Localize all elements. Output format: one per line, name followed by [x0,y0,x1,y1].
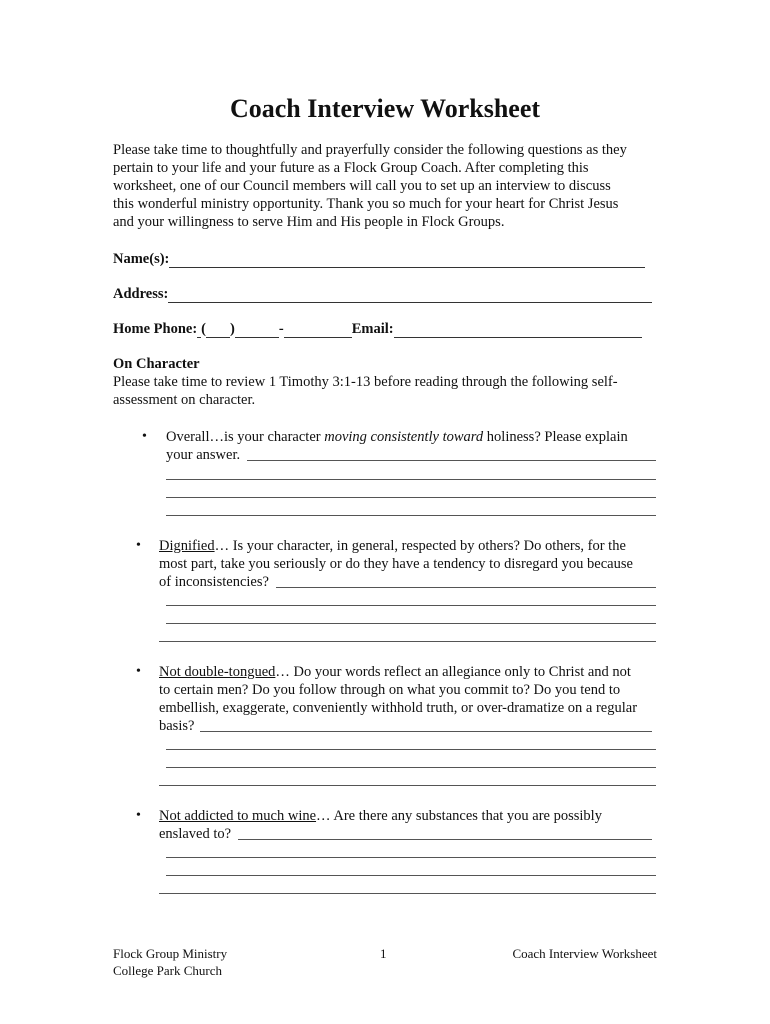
bullet-icon: • [136,664,141,679]
section-intro-line: assessment on character. [113,392,256,408]
question-line: of inconsistencies? [159,574,269,590]
answer-line[interactable] [166,497,656,498]
bullet-icon: • [136,808,141,823]
question-term: Not double-tongued [159,664,276,680]
address-field[interactable] [168,288,652,303]
bullet-icon: • [142,429,147,444]
intro-line: Please take time to thoughtfully and prayerfully consider the following questions as they [113,142,627,158]
section-intro [113,373,618,409]
answer-line[interactable] [166,479,656,480]
question-not-addicted [159,807,602,843]
phone-close-paren: ) [230,321,235,337]
area-code-field[interactable] [206,323,230,338]
intro-line: pertain to your life and your future as a Flock Group Coach. After completing this [113,160,589,176]
email-field[interactable] [394,323,642,338]
question-dignified [159,537,633,591]
phone-open-paren: ( [201,321,207,337]
bullet-icon: • [136,538,141,553]
question-text: … Is your character, in general, respected by others? Do others, for the [214,538,626,554]
page-number: 1 [380,946,387,961]
answer-line[interactable] [247,460,656,461]
footer-ministry: Flock Group Ministry [113,946,228,961]
question-emphasis: moving consistently toward [324,429,484,445]
answer-line[interactable] [238,839,652,840]
question-line [159,663,637,681]
answer-line[interactable] [159,893,656,894]
address-row [113,285,652,303]
answer-line[interactable] [159,785,656,786]
answer-line[interactable] [166,875,656,876]
name-label: Name(s): [113,251,170,267]
section-heading: On Character [113,356,200,372]
answer-line[interactable] [166,605,656,606]
question-line [159,537,633,555]
answer-line[interactable] [276,587,656,588]
home-phone-label: Home Phone: [113,321,198,337]
intro-line: worksheet, one of our Council members will call you to set up an interview to discuss [113,178,611,194]
intro-paragraph [113,141,658,231]
footer-left [113,945,227,979]
section-intro-line: Please take time to review 1 Timothy 3:1-13 before reading through the following self- [113,374,618,390]
answer-line[interactable] [166,515,656,516]
intro-line: this wonderful ministry opportunity. Thank you so much for your heart for Christ Jesus [113,196,619,212]
question-text: … Do your words reflect an allegiance only to Christ and not [275,664,631,680]
question-not-double-tongued [159,663,637,735]
footer-right-title: Coach Interview Worksheet [512,946,657,961]
email-label: Email: [351,321,394,337]
answer-line[interactable] [159,641,656,642]
question-line: basis? [159,718,195,734]
question-text: Overall…is your character [166,429,325,445]
page-title: Coach Interview Worksheet [229,94,541,123]
question-term: Dignified [159,538,215,554]
question-line [166,428,628,446]
question-line: to certain men? Do you follow through on what you commit to? Do you tend to [159,682,621,698]
question-text: holiness? Please explain [483,429,628,445]
phone-prefix-field[interactable] [235,323,279,338]
question-term: Not addicted to much wine [159,808,317,824]
question-line: most part, take you seriously or do they have a tendency to disregard you because [159,556,633,572]
answer-line[interactable] [166,767,656,768]
phone-number-field[interactable] [284,323,352,338]
phone-email-row [113,320,642,338]
question-overall [166,428,628,464]
name-field[interactable] [169,253,645,268]
answer-line[interactable] [200,731,652,732]
question-line: your answer. [166,447,241,463]
intro-line: and your willingness to serve Him and His people in Flock Groups. [113,214,505,230]
name-row [113,250,645,268]
footer-church: College Park Church [113,963,223,978]
answer-line[interactable] [166,749,656,750]
phone-dash: - [278,321,284,337]
answer-line[interactable] [166,857,656,858]
address-label: Address: [113,286,169,302]
question-line [159,807,602,825]
answer-line[interactable] [166,623,656,624]
question-line: enslaved to? [159,826,232,842]
question-text: … Are there any substances that you are possibly [316,808,602,824]
question-line: embellish, exaggerate, conveniently withhold truth, or over-dramatize on a regular [159,700,638,716]
